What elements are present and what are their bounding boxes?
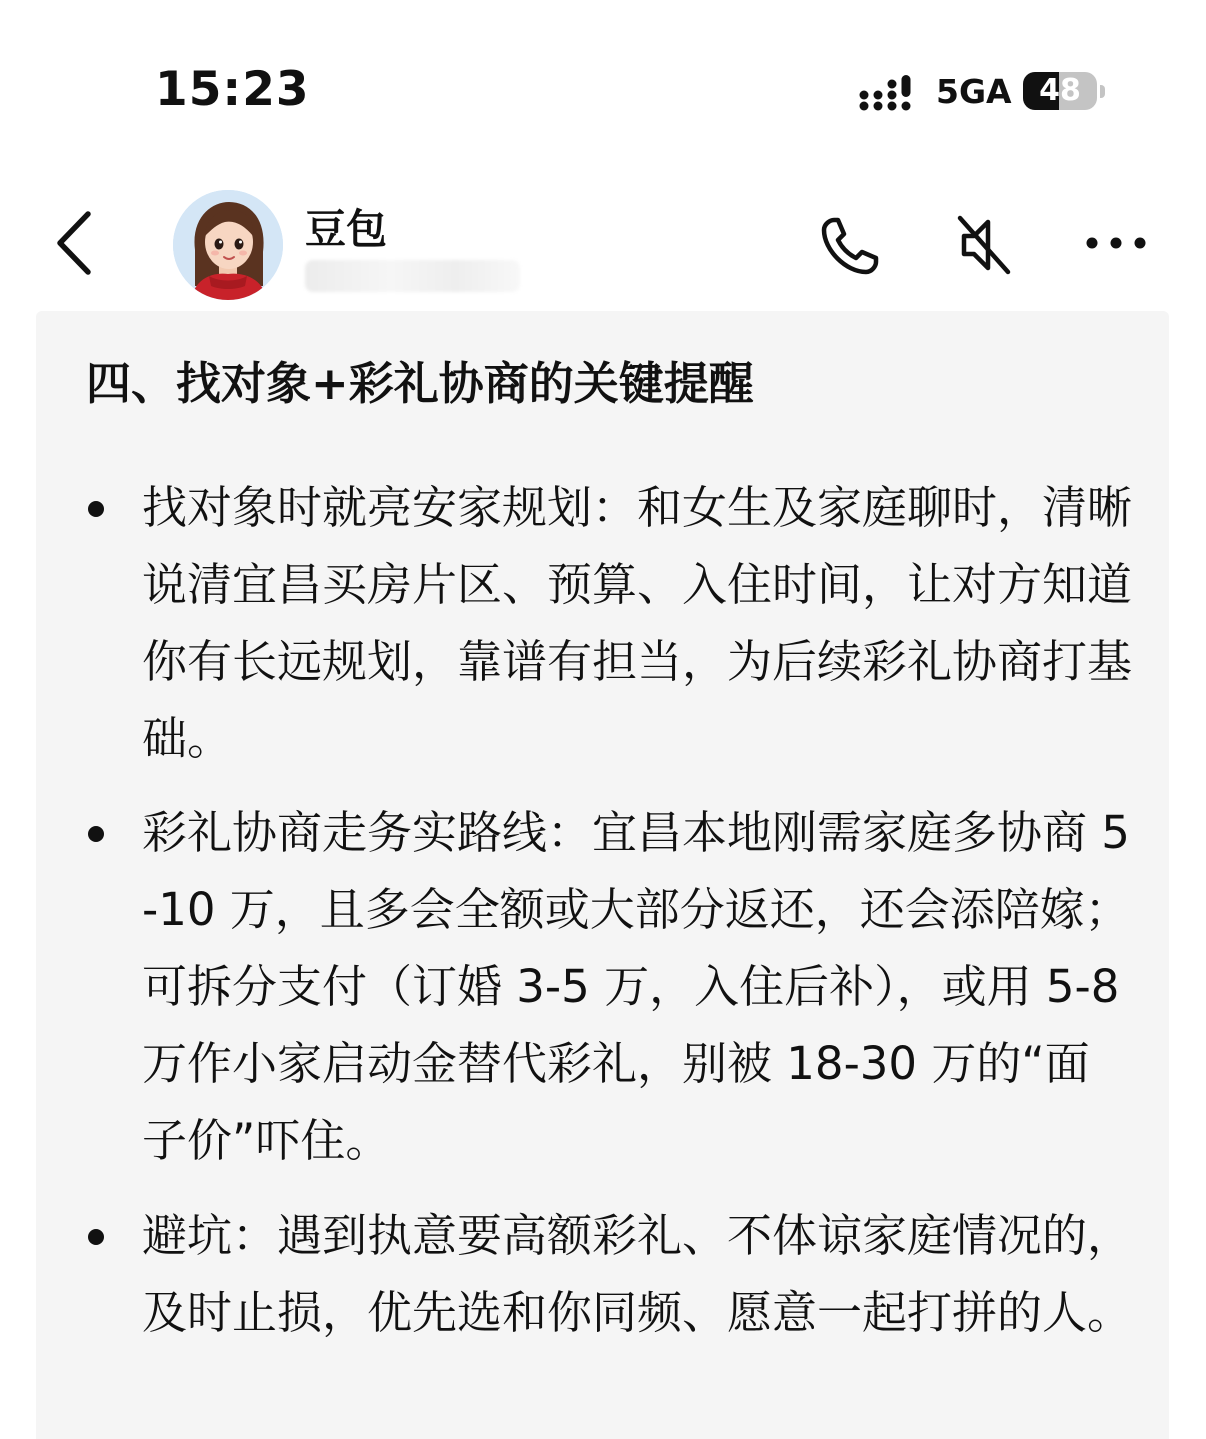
chat-name: 豆包 (305, 205, 387, 253)
avatar[interactable] (173, 190, 283, 300)
message-bubble (36, 311, 1169, 1439)
bullet-text: 彩礼协商走务实路线：宜昌本地刚需家庭多协商 5-10 万，且多会全额或大部分返还，还会添陪嫁；可拆分支付（订婚 3-5 万，入住后补），或用 5-8 万作小家启动金替代彩礼，别被 18-30 万的“面子价”吓住。 (142, 806, 1130, 1167)
phone-icon (818, 214, 886, 278)
bullet-text: 避坑：遇到执意要高额彩礼、不体谅家庭情况的，及时止损，优先选和你同频、愿意一起打拼的人。 (142, 1209, 1133, 1339)
chat-header (0, 150, 1206, 310)
status-bar (0, 0, 1206, 150)
bullet-dot (88, 501, 104, 517)
battery-level: 48 (1039, 73, 1081, 108)
network-type: 5GA (936, 72, 1012, 111)
avatar-image (173, 190, 283, 300)
bullet-dot (88, 1229, 104, 1245)
signal-bars-icon (858, 74, 918, 112)
bullet-text: 找对象时就亮安家规划：和女生及家庭聊时，清晰说清宜昌买房片区、预算、入住时间，让对方知道你有长远规划，靠谱有担当，为后续彩礼协商打基础。 (142, 481, 1133, 765)
call-button[interactable] (818, 214, 886, 278)
section-title: 四、找对象+彩礼协商的关键提醒 (86, 357, 754, 410)
back-button[interactable] (50, 208, 100, 278)
bullet-dot (88, 826, 104, 842)
more-button[interactable] (1080, 228, 1152, 258)
mute-button[interactable] (950, 212, 1020, 278)
status-time: 15:23 (155, 62, 310, 117)
speaker-muted-icon (950, 212, 1020, 278)
chevron-left-icon (50, 208, 100, 278)
blurred-subtitle (305, 260, 520, 292)
more-horizontal-icon (1080, 228, 1152, 258)
battery-icon (1023, 72, 1107, 112)
